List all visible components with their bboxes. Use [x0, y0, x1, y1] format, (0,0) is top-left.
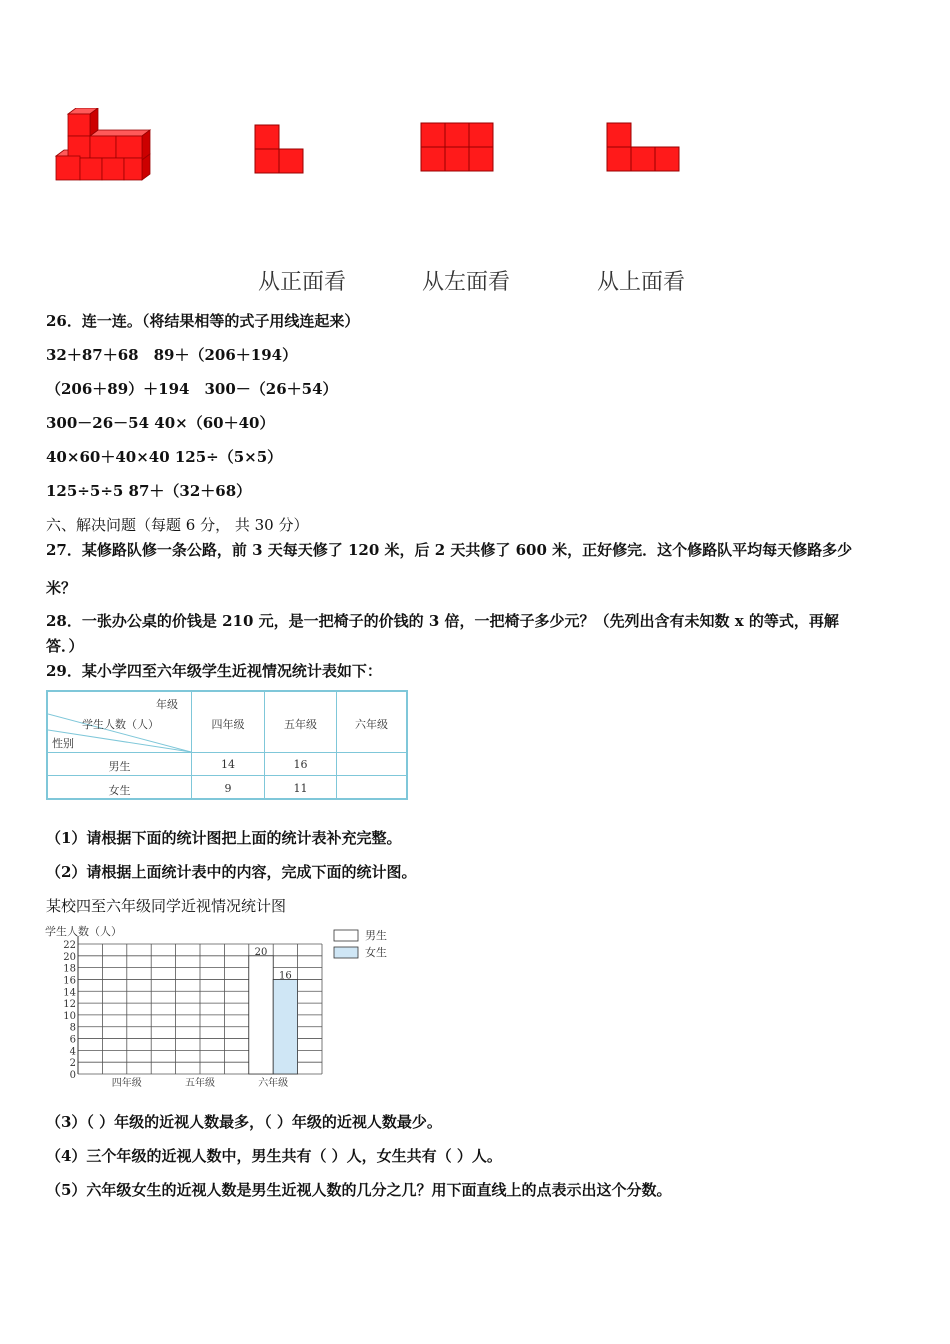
x-tick-label: 五年级 — [185, 1078, 215, 1089]
y-tick-label: 4 — [69, 1046, 76, 1058]
table-header-grade4: 四年级 — [211, 718, 245, 731]
q26-row-1: 32＋87＋68 89＋（206＋194） — [46, 346, 298, 364]
table-row-boys-label: 男生 — [108, 760, 131, 773]
y-tick-label: 12 — [63, 999, 76, 1011]
chart-heading: 某校四至六年级同学近视情况统计图 — [46, 897, 287, 915]
legend-boys-label: 男生 — [365, 929, 387, 942]
chart-x-labels — [112, 1076, 288, 1089]
table-header-grade6: 六年级 — [355, 718, 388, 731]
y-tick-label: 22 — [63, 940, 76, 951]
y-tick-label: 6 — [69, 1034, 76, 1046]
q26-row-4: 40×60＋40×40 125÷（5×5） — [46, 448, 283, 466]
top-view-shape — [606, 122, 682, 174]
table-cell-boys-grade5: 16 — [293, 758, 308, 771]
isometric-cubes-figure — [50, 108, 155, 186]
table-row-girls-label: 女生 — [108, 784, 131, 797]
q27-line-1: 27．某修路队修一条公路，前 3 天每天修了 120 米，后 2 天共修了 600 米，正好修完．这个修路队平均每天修路多少 — [46, 541, 853, 559]
table-header-grade5: 五年级 — [284, 718, 317, 731]
y-tick-label: 16 — [63, 975, 76, 987]
y-tick-label: 2 — [69, 1058, 76, 1070]
q29-sub-5: （5）六年级女生的近视人数是男生近视人数的几分之几？用下面直线上的点表示出这个分数。 — [46, 1181, 672, 1199]
myopia-table — [46, 690, 408, 800]
chart-y-ticks — [63, 940, 76, 1081]
table-cell-girls-grade5: 11 — [293, 782, 308, 795]
chart-y-axis-label: 学生人数（人） — [45, 925, 122, 938]
q29-title: 29．某小学四至六年级学生近视情况统计表如下： — [46, 662, 382, 680]
y-tick-label: 0 — [69, 1070, 76, 1081]
q28-line-1: 28．一张办公桌的价钱是 210 元，是一把椅子的价钱的 3 倍，一把椅子多少元？（先列出含有未知数 x 的等式，再解 — [46, 612, 839, 630]
front-view-label: 从正面看 — [258, 270, 347, 295]
y-tick-label: 10 — [63, 1010, 76, 1022]
bar-data-label: 16 — [279, 970, 292, 982]
q26-row-5: 125÷5÷5 87＋（32＋68） — [46, 482, 252, 500]
table-corner-gender: 性别 — [52, 737, 74, 750]
bar-data-label: 20 — [254, 946, 268, 958]
top-view-label: 从上面看 — [597, 270, 686, 295]
chart-bars — [249, 947, 298, 1074]
q26-row-2: （206＋89）＋194 300－（26＋54） — [46, 380, 338, 398]
q26-row-3: 300－26－54 40×（60＋40） — [46, 414, 275, 432]
bar-boys-2 — [249, 956, 273, 1074]
table-corner-count: 学生人数（人） — [82, 718, 159, 731]
legend-girls-label: 女生 — [365, 946, 387, 959]
table-corner-grade: 年级 — [156, 698, 178, 711]
legend-girls-swatch — [334, 947, 358, 958]
left-view-shape — [420, 122, 496, 174]
table-cell-girls-grade4: 9 — [224, 782, 232, 795]
x-tick-label: 四年级 — [111, 1078, 142, 1089]
y-tick-label: 18 — [63, 963, 76, 975]
myopia-bar-chart — [40, 922, 410, 1092]
q29-sub-1: （1）请根据下面的统计图把上面的统计表补充完整。 — [46, 829, 402, 847]
y-tick-label: 20 — [63, 951, 76, 963]
q27-line-2: 米？ — [46, 579, 77, 597]
front-view-shape — [254, 124, 306, 176]
y-tick-label: 8 — [69, 1022, 76, 1034]
q29-sub-3: （3）（ ）年级的近视人数最多，（ ）年级的近视人数最少。 — [46, 1113, 442, 1131]
y-tick-label: 14 — [63, 987, 76, 999]
q26-title: 26．连一连。（将结果相等的式子用线连起来） — [46, 312, 360, 330]
section-6-title: 六、解决问题（每题 6 分， 共 30 分） — [46, 516, 309, 534]
bar-girls-2 — [273, 979, 297, 1074]
left-view-label: 从左面看 — [422, 270, 511, 295]
legend-boys-swatch — [334, 930, 358, 941]
table-cell-boys-grade4: 14 — [221, 758, 235, 771]
q28-line-2: 答．） — [46, 637, 84, 655]
x-tick-label: 六年级 — [258, 1078, 289, 1089]
q29-sub-2: （2）请根据上面统计表中的内容，完成下面的统计图。 — [46, 863, 417, 881]
q29-sub-4: （4）三个年级的近视人数中，男生共有（ ）人，女生共有（ ）人。 — [46, 1147, 502, 1165]
